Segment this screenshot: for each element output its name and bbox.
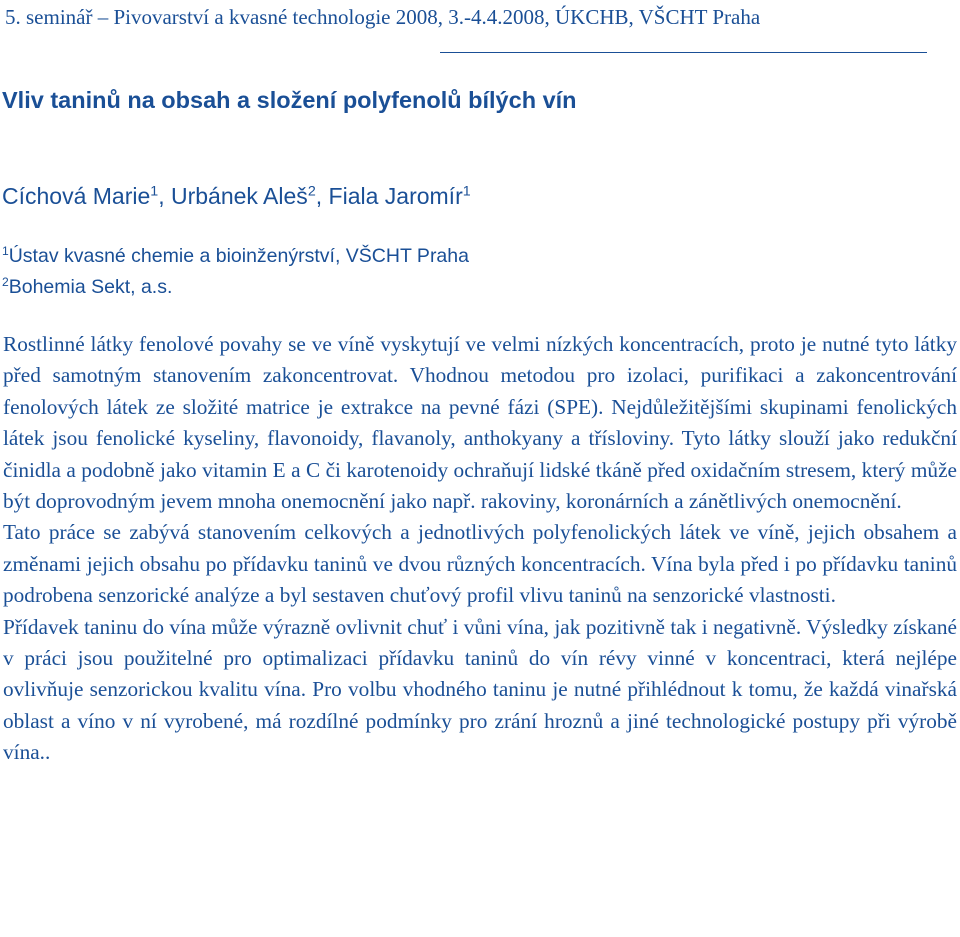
author-name: Cíchová Marie [2,183,151,209]
running-header: 5. seminář – Pivovarství a kvasné technologie 2008, 3.-4.4.2008, ÚKCHB, VŠCHT Praha [5,5,761,29]
paper-title: Vliv taninů na obsah a složení polyfenolů bílých vín [2,87,577,113]
author-affiliation-mark: 2 [307,183,316,200]
author-affiliation-mark: 1 [150,183,159,200]
author-name: Urbánek Aleš [171,183,308,209]
abstract-body [3,329,957,769]
affiliation-2 [2,274,952,300]
paragraph: Rostlinné látky fenolové povahy se ve víně vyskytují ve velmi nízkých koncentracích, proto je nutné tyto látky před samotným stanovením zakoncentrovat. Vhodnou metodou pro izolaci, purifikaci a zakoncentrování fenolových látek ze složité matrice je extrakce na pevné fázi (SPE). Nejdůležitějšími skupinami fenolických látek jsou fenolické kyseliny, flavonoidy, flavanoly, anthokyany a třísloviny. Tyto látky slouží jako redukční činidla a podobně jako vitamin E a C či karotenoidy ochraňují lidské tkáně před oxidačním stresem, který může být doprovodným jevem mnoha onemocnění jako např. rakoviny, koronárních a zánětlivých onemocnění. [3,332,957,514]
paragraph: Tato práce se zabývá stanovením celkových a jednotlivých polyfenolických látek ve víně, jejich obsahem a změnami jejich obsahu po přídavku taninů ve dvou různých koncentracích. Vína byla před i po přídavku taninů podrobena senzorické analýze a byl sestaven chuťový profil vlivu taninů na senzorické vlastnosti. [3,520,957,608]
author-list [2,180,952,212]
author-separator: , [315,183,329,209]
affiliation-text: Bohemia Sekt, a.s. [8,276,173,298]
author-separator: , [158,183,171,209]
affiliation-1 [2,243,952,269]
author-name: Fiala Jaromír [328,183,463,209]
header-rule [440,52,927,53]
author-affiliation-mark: 1 [462,183,471,200]
paragraph: Přídavek taninu do vína může výrazně ovlivnit chuť i vůni vína, jak pozitivně tak i negativně. Výsledky získané v práci jsou použitelné pro optimalizaci přídavku taninů do vín révy vinné v koncentraci, která nejlépe ovlivňuje senzorickou kvalitu vína. Pro volbu vhodného taninu je nutné přihlédnout k tomu, že každá vinařská oblast a víno v ní vyrobené, má rozdílné podmínky pro zrání hroznů a jiné technologické postupy při výrobě vína.. [3,614,957,765]
affiliation-text: Ústav kvasné chemie a bioinženýrství, VŠCHT Praha [8,245,469,267]
affiliation-number: 1 [2,243,9,258]
affiliation-number: 2 [2,274,9,289]
